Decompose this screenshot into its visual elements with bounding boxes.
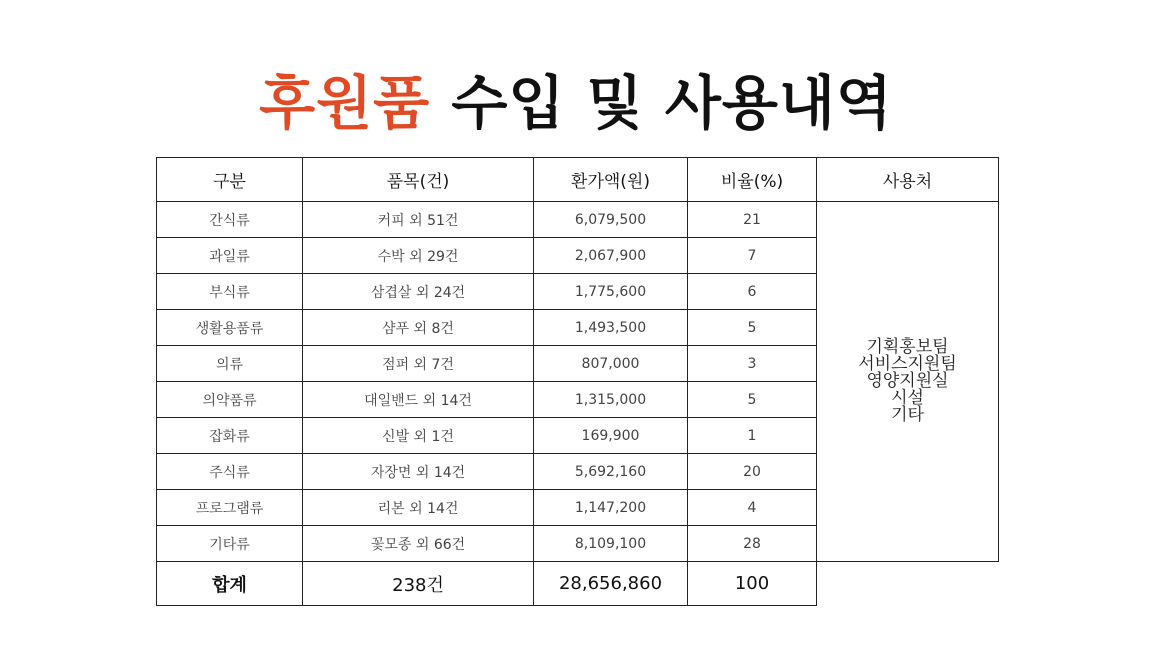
amount-cell: 8,109,100 — [534, 526, 688, 562]
category-cell: 기타류 — [157, 526, 303, 562]
title-accent: 후원품 — [259, 69, 431, 137]
category-cell: 부식류 — [157, 274, 303, 310]
ratio-cell: 1 — [688, 418, 817, 454]
total-item: 238건 — [303, 562, 534, 606]
item-cell: 수박 외 29건 — [303, 238, 534, 274]
category-cell: 의약품류 — [157, 382, 303, 418]
category-cell: 주식류 — [157, 454, 303, 490]
header-row — [157, 158, 999, 202]
user-item: 기획홍보팀 — [866, 337, 949, 357]
amount-cell: 169,900 — [534, 418, 688, 454]
page-title — [0, 58, 1152, 148]
title-rest: 수입 및 사용내역 — [430, 69, 893, 137]
item-cell: 리본 외 14건 — [303, 490, 534, 526]
header-amount: 환가액(원) — [534, 158, 688, 202]
total-row — [157, 562, 999, 606]
user-item: 시설 — [891, 388, 924, 408]
category-cell: 잡화류 — [157, 418, 303, 454]
ratio-cell: 3 — [688, 346, 817, 382]
ratio-cell: 28 — [688, 526, 817, 562]
ratio-cell: 21 — [688, 202, 817, 238]
item-cell: 샴푸 외 8건 — [303, 310, 534, 346]
category-cell: 간식류 — [157, 202, 303, 238]
item-cell: 자장면 외 14건 — [303, 454, 534, 490]
user-item: 기타 — [891, 405, 924, 425]
donation-table — [156, 157, 999, 606]
amount-cell: 1,775,600 — [534, 274, 688, 310]
ratio-cell: 6 — [688, 274, 817, 310]
table-row — [157, 202, 999, 238]
category-cell: 의류 — [157, 346, 303, 382]
amount-cell: 1,315,000 — [534, 382, 688, 418]
header-ratio: 비율(%) — [688, 158, 817, 202]
header-category: 구분 — [157, 158, 303, 202]
amount-cell: 807,000 — [534, 346, 688, 382]
item-cell: 대일밴드 외 14건 — [303, 382, 534, 418]
header-users: 사용처 — [817, 158, 999, 202]
ratio-cell: 20 — [688, 454, 817, 490]
item-cell: 커피 외 51건 — [303, 202, 534, 238]
ratio-cell: 7 — [688, 238, 817, 274]
user-item: 영양지원실 — [866, 371, 949, 391]
ratio-cell: 5 — [688, 382, 817, 418]
amount-cell: 6,079,500 — [534, 202, 688, 238]
total-amount: 28,656,860 — [534, 562, 688, 606]
users-cell — [817, 202, 999, 562]
category-cell: 생활용품류 — [157, 310, 303, 346]
item-cell: 신발 외 1건 — [303, 418, 534, 454]
header-item: 품목(건) — [303, 158, 534, 202]
amount-cell: 1,493,500 — [534, 310, 688, 346]
item-cell: 점퍼 외 7건 — [303, 346, 534, 382]
total-ratio: 100 — [688, 562, 817, 606]
ratio-cell: 4 — [688, 490, 817, 526]
user-item: 서비스지원팀 — [858, 354, 957, 374]
item-cell: 꽃모종 외 66건 — [303, 526, 534, 562]
category-cell: 과일류 — [157, 238, 303, 274]
amount-cell: 5,692,160 — [534, 454, 688, 490]
amount-cell: 1,147,200 — [534, 490, 688, 526]
ratio-cell: 5 — [688, 310, 817, 346]
amount-cell: 2,067,900 — [534, 238, 688, 274]
total-label: 합계 — [157, 562, 303, 606]
item-cell: 삼겹살 외 24건 — [303, 274, 534, 310]
category-cell: 프로그램류 — [157, 490, 303, 526]
